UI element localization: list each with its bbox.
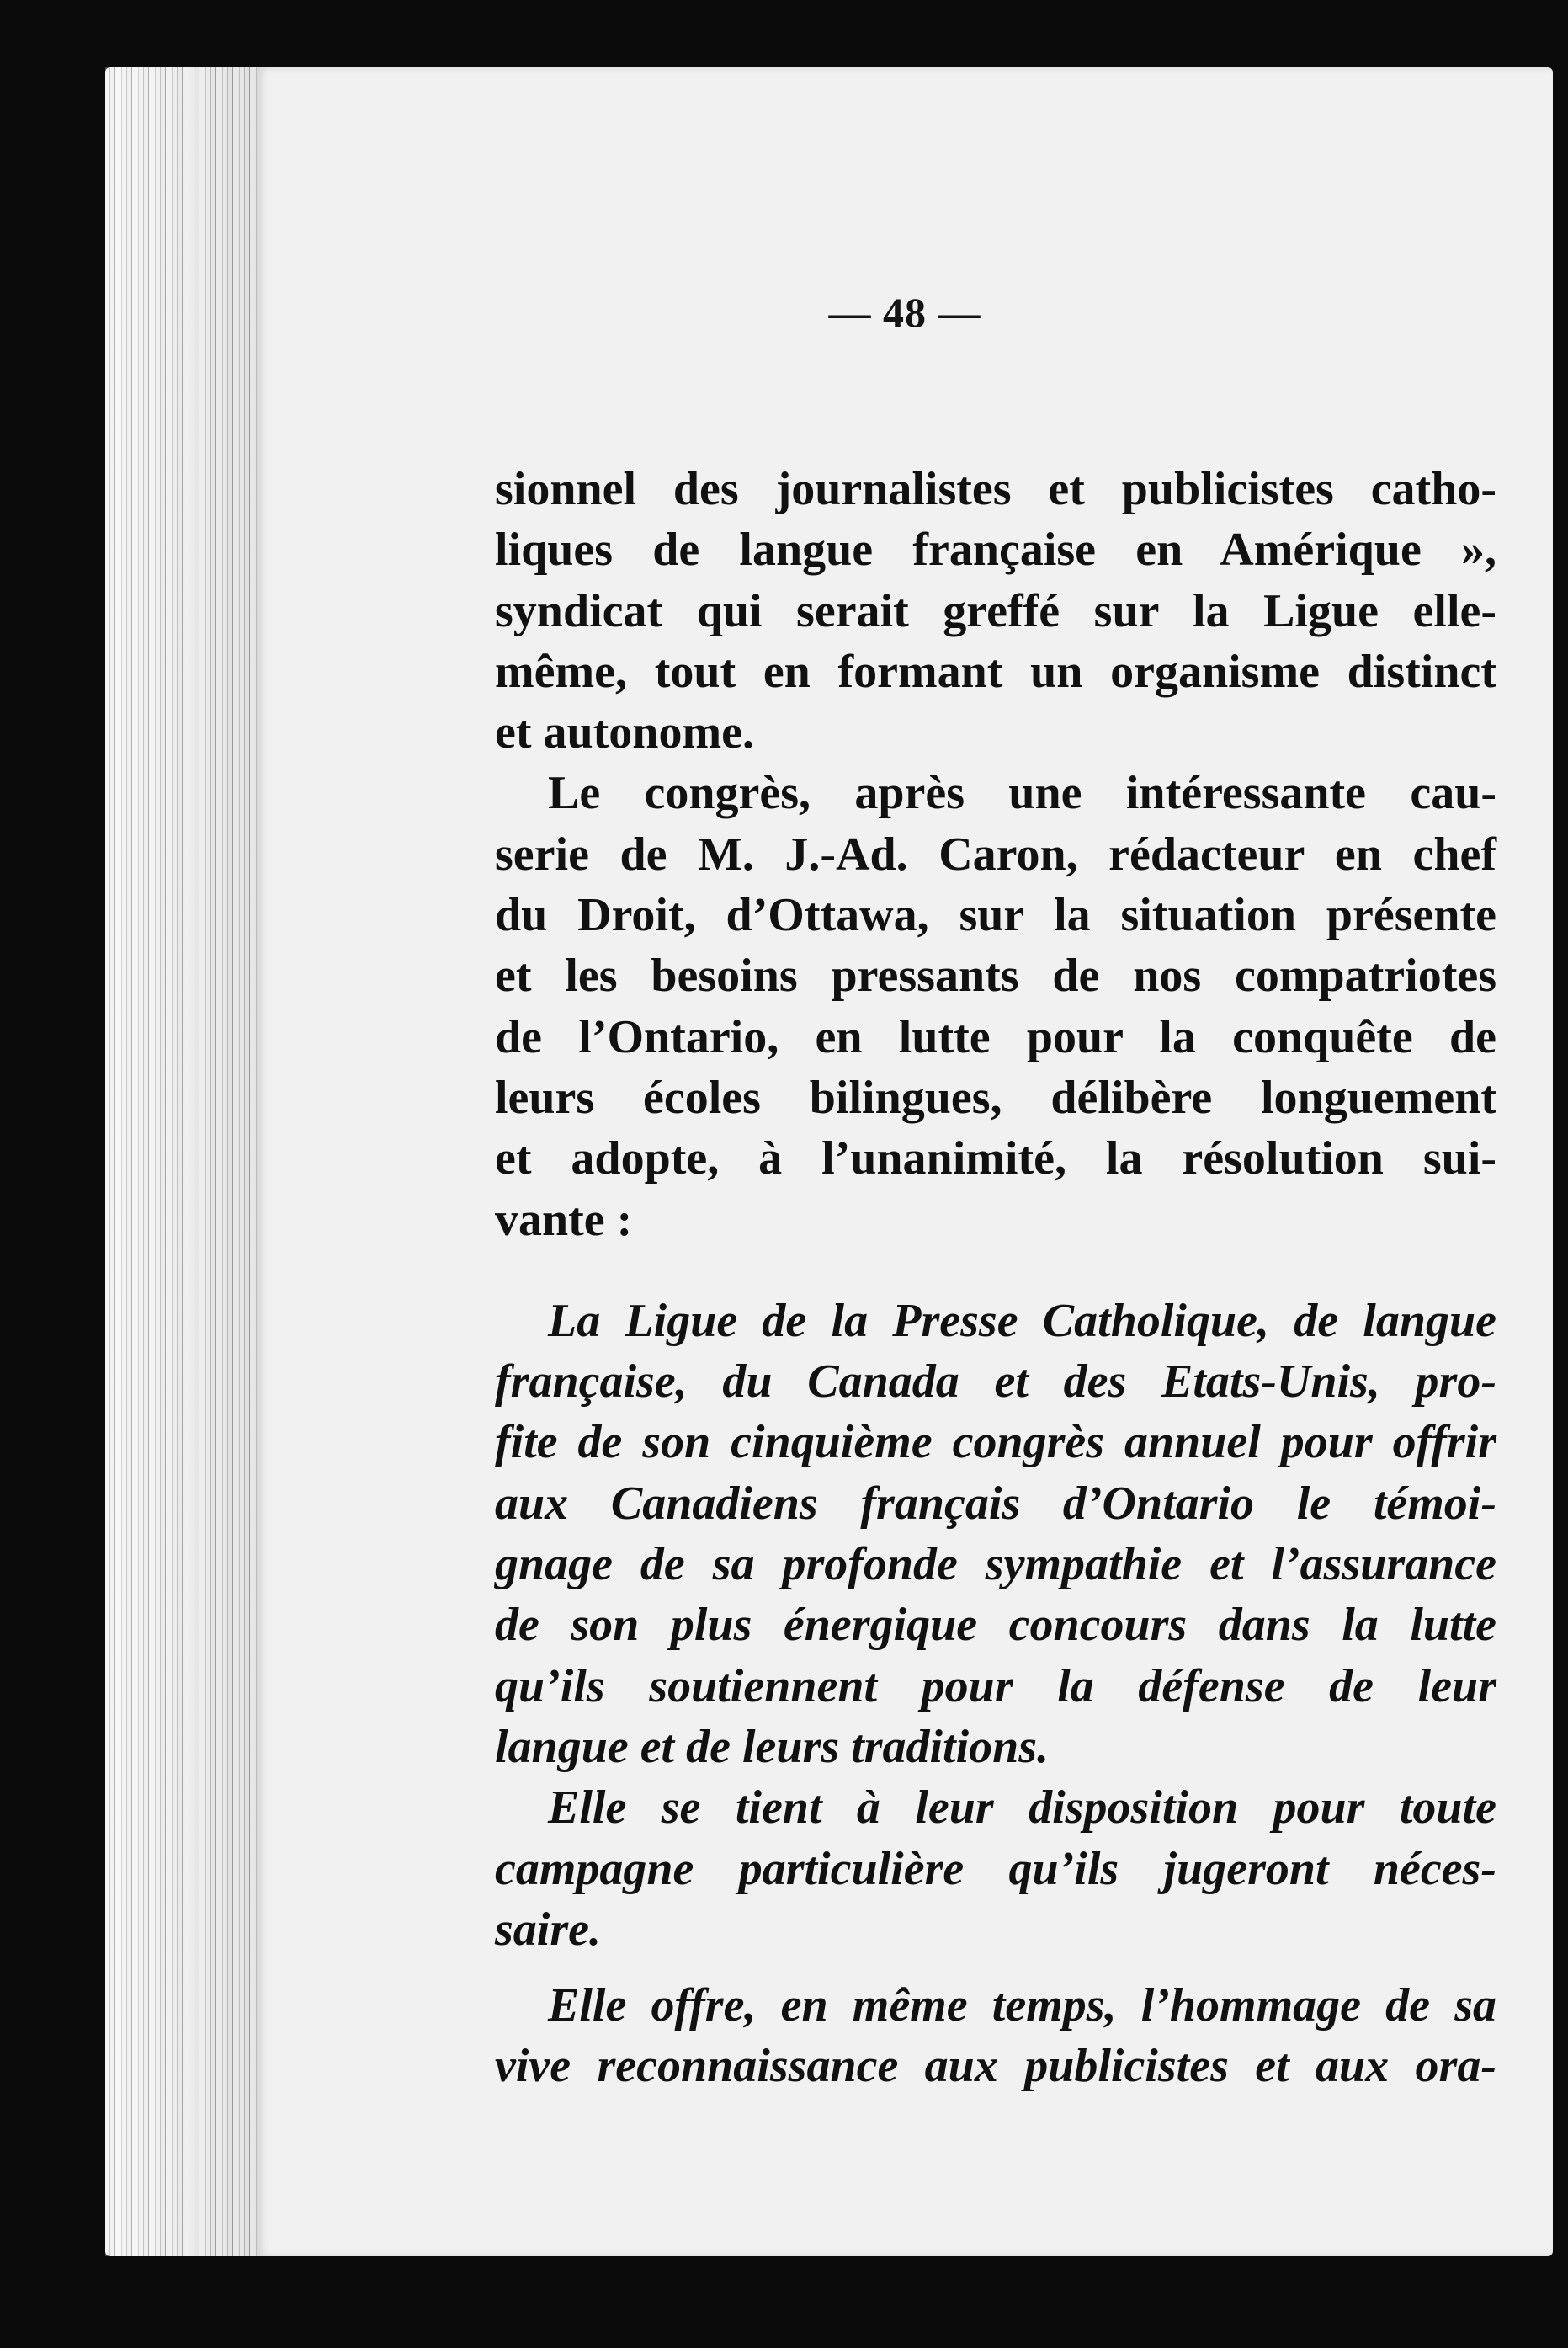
paragraph-gap	[495, 1960, 1496, 1975]
page-number: — 48 —	[828, 289, 981, 336]
text-line: saire.	[495, 1903, 601, 1956]
resolution-paragraph-2	[495, 1777, 1496, 1960]
text-line: vive reconnaissance aux publicistes et aux ora-	[495, 2040, 1496, 2093]
text-line: même, tout en formant un organisme distinct	[495, 645, 1496, 698]
text-line: de son plus énergique concours dans la lutte	[495, 1599, 1496, 1652]
resolution-paragraph-1	[495, 1291, 1496, 1777]
text-line: leurs écoles bilingues, délibère longuement	[495, 1071, 1496, 1124]
paragraph-1	[495, 459, 1496, 763]
text-line: liques de langue française en Amérique »,	[495, 524, 1496, 577]
text-line: gnage de sa profonde sympathie et l’assurance	[495, 1538, 1496, 1591]
text-line: et les besoins pressants de nos compatriotes	[495, 950, 1496, 1003]
text-line: qu’ils soutiennent pour la défense de leur	[495, 1659, 1496, 1712]
paragraph-gap	[495, 1250, 1496, 1291]
text-line: et adopte, à l’unanimité, la résolution sui-	[495, 1132, 1496, 1185]
text-line: aux Canadiens français d’Ontario le témoi-	[495, 1477, 1496, 1530]
text-line: fite de son cinquième congrès annuel pour offrir	[495, 1416, 1496, 1469]
text-line: Elle se tient à leur disposition pour toute	[548, 1781, 1496, 1834]
text-line: langue et de leurs traditions.	[495, 1720, 1050, 1773]
text-line: vante :	[495, 1193, 633, 1246]
body-text	[495, 459, 1496, 2097]
text-line: de l’Ontario, en lutte pour la conquête de	[495, 1010, 1496, 1063]
text-line: française, du Canada et des Etats-Unis, pro-	[495, 1355, 1496, 1408]
text-line: Elle offre, en même temps, l’hommage de sa	[548, 1979, 1496, 2032]
text-line: serie de M. J.-Ad. Caron, rédacteur en chef	[495, 828, 1496, 881]
text-line: La Ligue de la Presse Catholique, de langue	[548, 1294, 1496, 1347]
text-line: Le congrès, après une intéressante cau-	[548, 767, 1496, 820]
text-line: du Droit, d’Ottawa, sur la situation présente	[495, 889, 1496, 942]
resolution-paragraph-3	[495, 1975, 1496, 2097]
text-line: et autonome.	[495, 706, 754, 759]
book-page	[257, 67, 1553, 2256]
paragraph-2	[495, 763, 1496, 1249]
text-line: campagne particulière qu’ils jugeront néces-	[495, 1842, 1496, 1895]
text-line: syndicat qui serait greffé sur la Ligue elle-	[495, 584, 1496, 637]
text-line: sionnel des journalistes et publicistes catho-	[495, 463, 1496, 515]
book-page-edges	[105, 67, 278, 2256]
